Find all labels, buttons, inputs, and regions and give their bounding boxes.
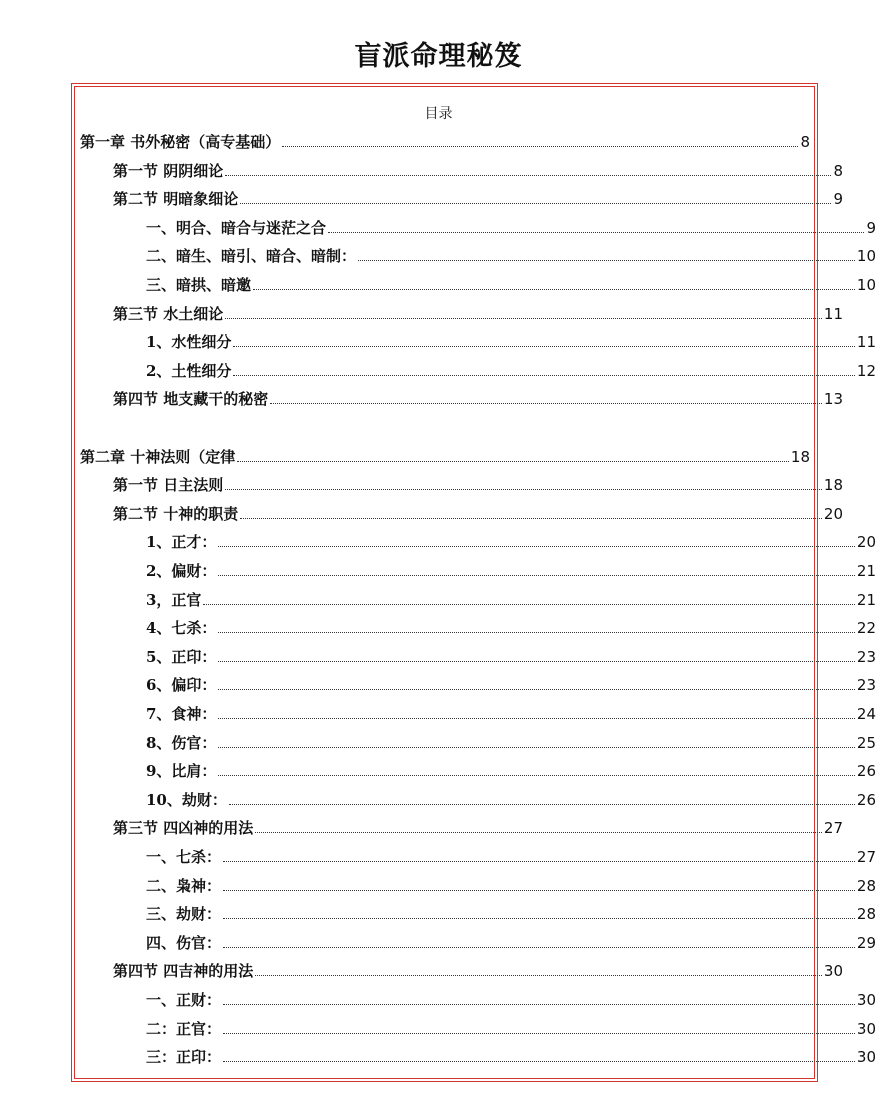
toc-entry[interactable] — [80, 754, 876, 780]
toc-entry-page-number: 25 — [856, 733, 876, 752]
toc-entry-label: 第一章 书外秘密（高专基础） — [80, 133, 281, 151]
toc-entry[interactable] — [80, 268, 876, 294]
toc-entry-label: 二、枭神： — [146, 876, 222, 895]
toc-dot-leader — [225, 488, 822, 490]
toc-dot-leader — [233, 345, 854, 347]
toc-entry-label: 三、暗拱、暗邀 — [146, 276, 252, 294]
toc-entry[interactable] — [80, 125, 810, 151]
toc-dot-leader — [223, 946, 855, 948]
toc-entry[interactable] — [80, 382, 843, 408]
toc-entry-page-number: 9 — [833, 190, 843, 209]
toc-dot-leader — [225, 174, 831, 176]
toc-entry-label: 第一节 阴阴细论 — [113, 161, 224, 180]
toc-entry-label: 1、正才： — [146, 533, 217, 552]
toc-entry[interactable] — [80, 297, 843, 323]
toc-dot-leader — [240, 517, 822, 519]
toc-entry-label: 三：正印： — [146, 1048, 222, 1067]
toc-dot-leader — [218, 660, 854, 662]
toc-dot-leader — [237, 460, 789, 462]
toc-dot-leader — [223, 1032, 855, 1034]
toc-dot-leader — [223, 1060, 855, 1062]
toc-entry[interactable] — [80, 583, 876, 609]
toc-dot-leader — [218, 574, 854, 576]
toc-entry[interactable] — [80, 983, 876, 1009]
toc-dot-leader — [218, 746, 854, 748]
toc-entry[interactable] — [80, 897, 876, 923]
toc-dot-leader — [328, 231, 864, 233]
toc-entry-label: 第二节 明暗象细论 — [113, 190, 239, 209]
toc-entry[interactable] — [80, 668, 876, 694]
toc-entry-page-number: 10 — [856, 247, 876, 266]
toc-dot-leader — [282, 145, 798, 147]
toc-entry[interactable] — [80, 239, 876, 265]
toc-dot-leader — [218, 717, 854, 719]
toc-entry[interactable] — [80, 640, 876, 666]
toc-entry-label: 4、七杀： — [146, 619, 217, 638]
toc-entry-page-number: 26 — [856, 790, 876, 809]
toc-entry-page-number: 30 — [856, 991, 876, 1009]
toc-entry[interactable] — [80, 497, 843, 523]
toc-dot-leader — [223, 1003, 855, 1005]
toc-entry-page-number: 20 — [856, 533, 876, 552]
toc-entry[interactable] — [80, 354, 876, 380]
toc-entry[interactable] — [80, 726, 876, 752]
toc-entry-page-number: 30 — [856, 1048, 876, 1067]
toc-dot-leader — [229, 803, 855, 805]
toc-entry[interactable] — [80, 926, 876, 952]
toc-dot-leader — [203, 603, 854, 605]
toc-entry-label: 第三节 四凶神的用法 — [113, 819, 254, 838]
toc-heading: 目录 — [424, 106, 453, 122]
toc-entry-label: 10、劫财： — [146, 790, 227, 809]
toc-entry[interactable] — [80, 783, 876, 809]
toc-entry-page-number: 23 — [856, 676, 876, 695]
toc-dot-leader — [218, 631, 854, 633]
toc-entry[interactable] — [80, 211, 876, 237]
toc-entry-label: 第四节 地支藏干的秘密 — [113, 390, 269, 409]
toc-entry[interactable] — [80, 954, 843, 980]
toc-entry-page-number: 27 — [856, 848, 876, 866]
toc-entry-page-number: 21 — [856, 562, 876, 580]
toc-entry-label: 6、偏印： — [146, 676, 217, 695]
toc-entry[interactable] — [80, 1040, 876, 1066]
toc-entry-label: 9、比肩： — [146, 762, 217, 781]
toc-entry-page-number: 10 — [856, 276, 876, 294]
toc-entry-page-number: 22 — [856, 619, 876, 638]
toc-entry-page-number: 29 — [856, 933, 876, 952]
toc-entry-page-number: 18 — [790, 447, 810, 466]
toc-entry-label: 第三节 水土细论 — [113, 304, 224, 323]
toc-entry-label: 二、暗生、暗引、暗合、暗制： — [146, 247, 357, 266]
toc-entry-page-number: 23 — [856, 647, 876, 666]
toc-entry-label: 二：正官： — [146, 1019, 222, 1038]
toc-dot-leader — [270, 402, 822, 404]
toc-entry-label: 2、偏财： — [146, 562, 217, 580]
toc-entry-page-number: 27 — [823, 819, 843, 838]
toc-entry[interactable] — [80, 697, 876, 723]
document-title: 盲派命理秘笈 — [354, 41, 523, 72]
toc-entry[interactable] — [80, 869, 876, 895]
toc-entry-page-number: 21 — [856, 590, 876, 609]
toc-dot-leader — [223, 860, 855, 862]
toc-entry-page-number: 8 — [833, 161, 843, 180]
toc-entry[interactable] — [80, 182, 843, 208]
toc-entry-label: 三、劫财： — [146, 905, 222, 924]
toc-entry[interactable] — [80, 811, 843, 837]
toc-entry-label: 5、正印： — [146, 647, 217, 666]
toc-dot-leader — [218, 545, 854, 547]
toc-entry-page-number: 8 — [800, 133, 810, 151]
toc-entry-label: 一、正财： — [146, 991, 222, 1009]
toc-entry-label: 第四节 四吉神的用法 — [113, 962, 254, 981]
toc-entry[interactable] — [80, 468, 843, 494]
toc-entry[interactable] — [80, 525, 876, 551]
toc-entry[interactable] — [80, 611, 876, 637]
toc-dot-leader — [233, 374, 854, 376]
toc-entry-label: 第二节 十神的职责 — [113, 504, 239, 523]
toc-dot-leader — [218, 688, 854, 690]
toc-dot-leader — [358, 259, 855, 261]
toc-entry-page-number: 26 — [856, 762, 876, 781]
toc-entry-label: 四、伤官： — [146, 933, 222, 952]
toc-dot-leader — [240, 202, 831, 204]
toc-dot-leader — [218, 774, 854, 776]
toc-dot-leader — [253, 288, 855, 290]
toc-entry[interactable] — [80, 440, 810, 466]
toc-dot-leader — [255, 831, 822, 833]
toc-entry-page-number: 20 — [823, 504, 843, 523]
toc-entry-page-number: 13 — [823, 390, 843, 409]
toc-entry-page-number: 18 — [823, 476, 843, 495]
toc-entry-page-number: 28 — [856, 876, 876, 895]
toc-entry[interactable] — [80, 554, 876, 580]
toc-entry-label: 第一节 日主法则 — [113, 476, 224, 495]
toc-entry[interactable] — [80, 325, 876, 351]
toc-entry-page-number: 9 — [866, 218, 876, 237]
toc-entry-label: 8、伤官： — [146, 733, 217, 752]
toc-entry-label: 一、明合、暗合与迷茫之合 — [146, 218, 327, 237]
toc-entry-page-number: 28 — [856, 905, 876, 924]
toc-entry-page-number: 30 — [856, 1019, 876, 1038]
toc-dot-leader — [255, 974, 822, 976]
toc-entry-label: 7、食神： — [146, 705, 217, 723]
toc-entry-page-number: 24 — [856, 705, 876, 723]
toc-entry[interactable] — [80, 1012, 876, 1038]
toc-entry-page-number: 12 — [856, 361, 876, 380]
toc-dot-leader — [225, 317, 822, 319]
toc-entry-label: 第二章 十神法则（定律 — [80, 447, 236, 466]
toc-entry-page-number: 11 — [823, 304, 843, 323]
toc-entry-label: 2、土性细分 — [146, 361, 232, 380]
toc-dot-leader — [223, 889, 855, 891]
toc-entry[interactable] — [80, 840, 876, 866]
toc-entry-page-number: 11 — [856, 333, 876, 352]
toc-dot-leader — [223, 917, 855, 919]
toc-entry-label: 一、七杀： — [146, 848, 222, 866]
toc-entry[interactable] — [80, 154, 843, 180]
toc-entry-page-number: 30 — [823, 962, 843, 981]
toc-entry-label: 1、水性细分 — [146, 333, 232, 352]
toc-entry-label: 3，正官 — [146, 590, 202, 609]
